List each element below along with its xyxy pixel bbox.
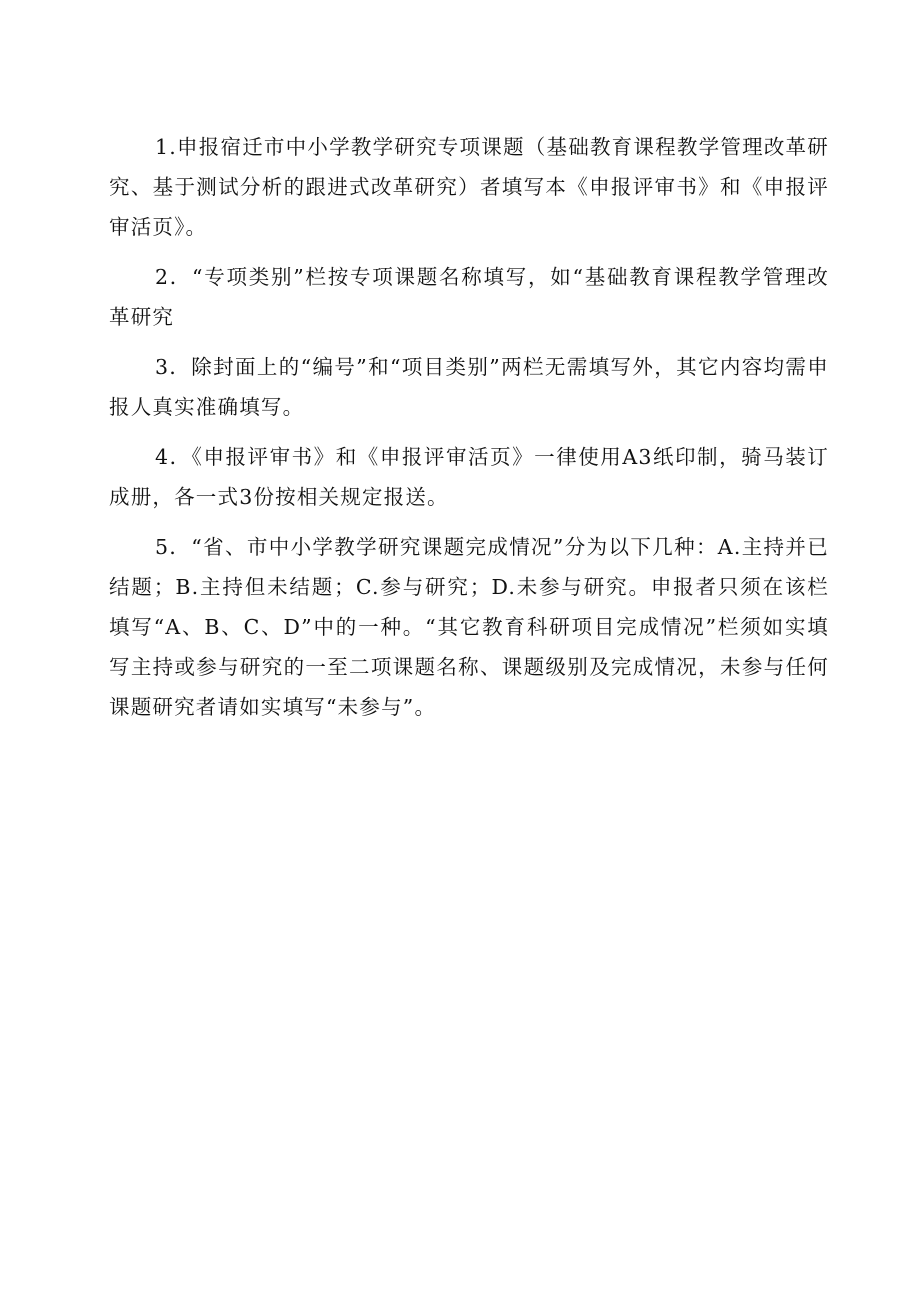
instruction-item-2: 2．“专项类别”栏按专项课题名称填写，如“基础教育课程教学管理改革研究	[109, 265, 829, 329]
instructions-body	[109, 127, 829, 737]
instruction-item-3: 3．除封面上的“编号”和“项目类别”两栏无需填写外，其它内容均需申报人真实准确填写。	[109, 355, 829, 419]
instruction-item-4: 4．《申报评审书》和《申报评审活页》一律使用A3纸印制，骑马装订成册，各一式3份按相关规定报送。	[109, 445, 829, 509]
instruction-item-1: 1.申报宿迁市中小学教学研究专项课题（基础教育课程教学管理改革研究、基于测试分析的跟进式改革研究）者填写本《申报评审书》和《申报评审活页》。	[109, 135, 829, 239]
instruction-item-5: 5．“省、市中小学教学研究课题完成情况”分为以下几种：A.主持并已结题；B.主持但未结题；C.参与研究；D.未参与研究。申报者只须在该栏填写“A、B、C、D”中的一种。“其它教育科研项目完成情况”栏须如实填写主持或参与研究的一至二项课题名称、课题级别及完成情况，未参与任何课题研究者请如实填写“未参与”。	[109, 535, 829, 719]
